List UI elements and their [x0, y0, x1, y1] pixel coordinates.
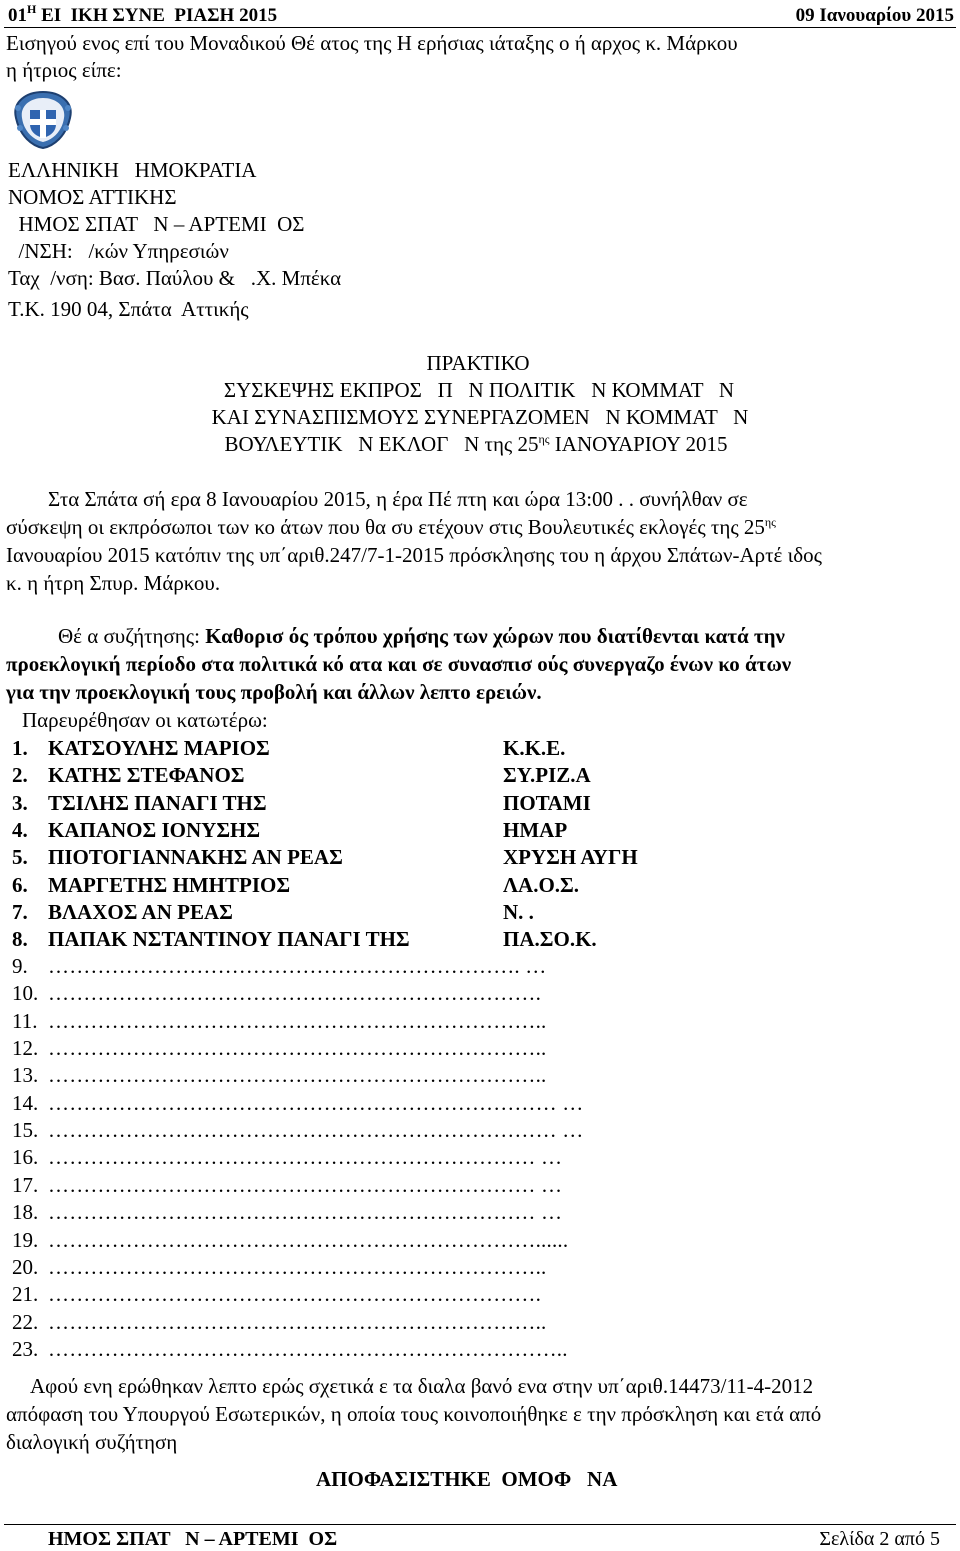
- attendee-name: ΠΙΟΤΟΓΙΑΝΝΑΚΗΣ ΑΝ ΡΕΑΣ: [48, 845, 343, 869]
- blank-row-dots: ……………………………………………………………..: [48, 1310, 547, 1334]
- closing-line: Αφού ενη ερώθηκαν λεπτο ερώς σχετικά ε τα διαλα βανό ενα στην υπ΄αριθ.14473/11-4-2012: [30, 1374, 814, 1398]
- letterhead-line: Τ.Κ. 190 04, Σπάτα Αττικής: [8, 297, 249, 321]
- body-line: κ. η ήτρη Σπυρ. Μάρκου.: [6, 571, 221, 595]
- blank-row-number: 16.: [12, 1145, 39, 1169]
- intro-line-2: η ήτριος είπε:: [6, 58, 122, 82]
- blank-row-dots: ……………………………………………………………..: [48, 1009, 547, 1033]
- blank-row-dots: …………………………………………………………….: [48, 1282, 542, 1306]
- attendee-party: ΗΜΑΡ: [503, 818, 568, 842]
- greek-emblem-icon: [8, 88, 78, 150]
- blank-row-number: 10.: [12, 981, 39, 1005]
- decision-heading: ΑΠΟΦΑΣΙΣΤΗΚΕ ΟΜΟΦ ΝΑ: [316, 1467, 618, 1491]
- header-session-title: $01^H$ ΕΙ ΙΚΗ ΣΥΝΕ ΡΙΑΣΗ 2015: [8, 2, 278, 26]
- topic-line: Θέ α συζήτησης: Καθορισ ός τρόπου χρήσης των χώρων που διατίθενται κατά την: [58, 624, 785, 648]
- attendee-party: ΛΑ.Ο.Σ.: [503, 873, 580, 897]
- letterhead-line: Ταχ /νση: Βασ. Παύλου & .Χ. Μπέκα: [8, 266, 342, 290]
- attendee-party: ΣΥ.ΡΙΖ.Α: [503, 763, 591, 787]
- blank-row-dots: ………………………………………………………………..: [48, 1337, 568, 1361]
- blank-row-dots: ……………………………………………………………..: [48, 1063, 547, 1087]
- topic-line: προεκλογική περίοδο στα πολιτικά κό ατα και σε συνασπισ ούς συνεργαζο ένων κο άτων: [6, 652, 792, 676]
- blank-row-number: 22.: [12, 1310, 39, 1334]
- attendee-name: ΒΛΑΧΟΣ ΑΝ ΡΕΑΣ: [48, 900, 233, 924]
- blank-row-number: 11.: [12, 1009, 38, 1033]
- document-subtitle-line: ΣΥΣΚΕΨΗΣ ΕΚΠΡΟΣ Π Ν ΠΟΛΙΤΙΚ Ν ΚΟΜΜΑΤ Ν: [223, 378, 735, 402]
- blank-row-number: 13.: [12, 1063, 39, 1087]
- attendee-name: ΚΑΤΗΣ ΣΤΕΦΑΝΟΣ: [48, 763, 245, 787]
- attendee-number: 5.: [12, 845, 28, 869]
- attendee-number: 8.: [12, 927, 28, 951]
- attendee-party: ΧΡΥΣΗ ΑΥΓΗ: [503, 845, 638, 869]
- attendee-name: ΚΑΠΑΝΟΣ ΙΟΝΥΣΗΣ: [48, 818, 261, 842]
- blank-row-dots: ……………………………………………………………..: [48, 1036, 547, 1060]
- attendee-name: ΜΑΡΓΕΤΗΣ ΗΜΗΤΡΙΟΣ: [48, 873, 291, 897]
- intro-line-1: Εισηγού ενος επί του Μοναδικού Θέ ατος της Η ερήσιας ιάταξης ο ή αρχος κ. Μάρκου: [6, 31, 738, 55]
- attendee-name: ΤΣΙΛΗΣ ΠΑΝΑΓΙ ΤΗΣ: [48, 791, 267, 815]
- blank-row-number: 17.: [12, 1173, 39, 1197]
- blank-row-dots: ……………………………………………………………......: [48, 1228, 569, 1252]
- closing-line: απόφαση του Υπουργού Εσωτερικών, η οποία τους κοινοποιήθηκε ε την πρόσκληση και ετά από: [6, 1402, 822, 1426]
- attendee-number: 2.: [12, 763, 28, 787]
- footer-divider: [4, 1524, 956, 1525]
- letterhead-line: ΕΛΛΗΝΙΚΗ ΗΜΟΚΡΑΤΙΑ: [8, 158, 257, 182]
- blank-row-number: 12.: [12, 1036, 39, 1060]
- blank-row-number: 21.: [12, 1282, 39, 1306]
- header-date: 09 Ιανουαρίου 2015: [795, 5, 954, 26]
- blank-row-number: 9.: [12, 954, 28, 978]
- header-divider: [4, 27, 956, 28]
- blank-row-dots: …………………………………………………………….: [48, 981, 542, 1005]
- blank-row-number: 15.: [12, 1118, 39, 1142]
- document-subtitle-line: ΚΑΙ ΣΥΝΑΣΠΙΣΜΟΥΣ ΣΥΝΕΡΓΑΖΟΜΕΝ Ν ΚΟΜΜΑΤ Ν: [211, 405, 749, 429]
- blank-row-number: 14.: [12, 1091, 39, 1115]
- topic-line: για την προεκλογική τους προβολή και άλλων λεπτο ερειών.: [6, 680, 542, 704]
- attendees-label: Παρευρέθησαν οι κατωτέρω:: [22, 708, 268, 732]
- blank-row-dots: …………………………………………………………… …: [48, 1145, 563, 1169]
- blank-row-dots: ……………………………………………………………… …: [48, 1118, 584, 1142]
- document-subtitle-line: ΒΟΥΛΕΥΤΙΚ Ν ΕΚΛΟΓ Ν της $25^{\eta\varsigma}$ ΙΑΝΟΥΑΡΙΟΥ 2015: [224, 432, 728, 456]
- attendee-number: 7.: [12, 900, 28, 924]
- attendee-party: ΠΑ.ΣΟ.Κ.: [503, 927, 597, 951]
- letterhead-line: ΝΟΜΟΣ ΑΤΤΙΚΗΣ: [8, 185, 177, 209]
- body-line: σύσκεψη οι εκπρόσωποι των κο άτων που θα συ ετέχουν στις Βουλευτικές εκλογές της $25^{\eta\varsigma}$: [6, 515, 776, 539]
- attendee-name: ΠΑΠΑΚ ΝΣΤΑΝΤΙΝΟΥ ΠΑΝΑΓΙ ΤΗΣ: [48, 927, 410, 951]
- footer-page-number: Σελίδα 2 από 5: [819, 1528, 940, 1550]
- attendee-party: ΠΟΤΑΜΙ: [503, 791, 591, 815]
- body-line: Στα Σπάτα σή ερα 8 Ιανουαρίου 2015, η έρα Πέ πτη και ώρα 13:00 . . συνήλθαν σε: [48, 487, 748, 511]
- closing-line: διαλογική συζήτηση: [6, 1430, 178, 1454]
- body-line: Ιανουαρίου 2015 κατόπιν της υπ΄αριθ.247/7-1-2015 πρόσκλησης του η άρχου Σπάτων-Αρτέ ιδος: [6, 543, 822, 567]
- attendee-party: Ν. .: [503, 900, 534, 924]
- blank-row-dots: …………………………………………………………… …: [48, 1173, 563, 1197]
- attendee-party: Κ.Κ.Ε.: [503, 736, 566, 760]
- attendee-number: 3.: [12, 791, 28, 815]
- document-title: ΠΡΑΚΤΙΚΟ: [426, 351, 530, 375]
- attendee-number: 4.: [12, 818, 28, 842]
- attendee-number: 6.: [12, 873, 28, 897]
- blank-row-number: 18.: [12, 1200, 39, 1224]
- blank-row-number: 23.: [12, 1337, 39, 1361]
- attendee-name: ΚΑΤΣΟΥΛΗΣ ΜΑΡΙΟΣ: [48, 736, 270, 760]
- blank-row-dots: ……………………………………………………………… …: [48, 1091, 584, 1115]
- blank-row-number: 20.: [12, 1255, 39, 1279]
- letterhead-line: ΗΜΟΣ ΣΠΑΤ Ν – ΑΡΤΕΜΙ ΟΣ: [8, 212, 305, 236]
- letterhead-line: /ΝΣΗ: /κών Υπηρεσιών: [8, 239, 229, 263]
- blank-row-dots: ……………………………………………………………..: [48, 1255, 547, 1279]
- footer-municipality: ΗΜΟΣ ΣΠΑΤ Ν – ΑΡΤΕΜΙ ΟΣ: [38, 1528, 338, 1550]
- attendee-number: 1.: [12, 736, 28, 760]
- blank-row-dots: …………………………………………………………. …: [48, 954, 547, 978]
- blank-row-number: 19.: [12, 1228, 39, 1252]
- blank-row-dots: …………………………………………………………… …: [48, 1200, 563, 1224]
